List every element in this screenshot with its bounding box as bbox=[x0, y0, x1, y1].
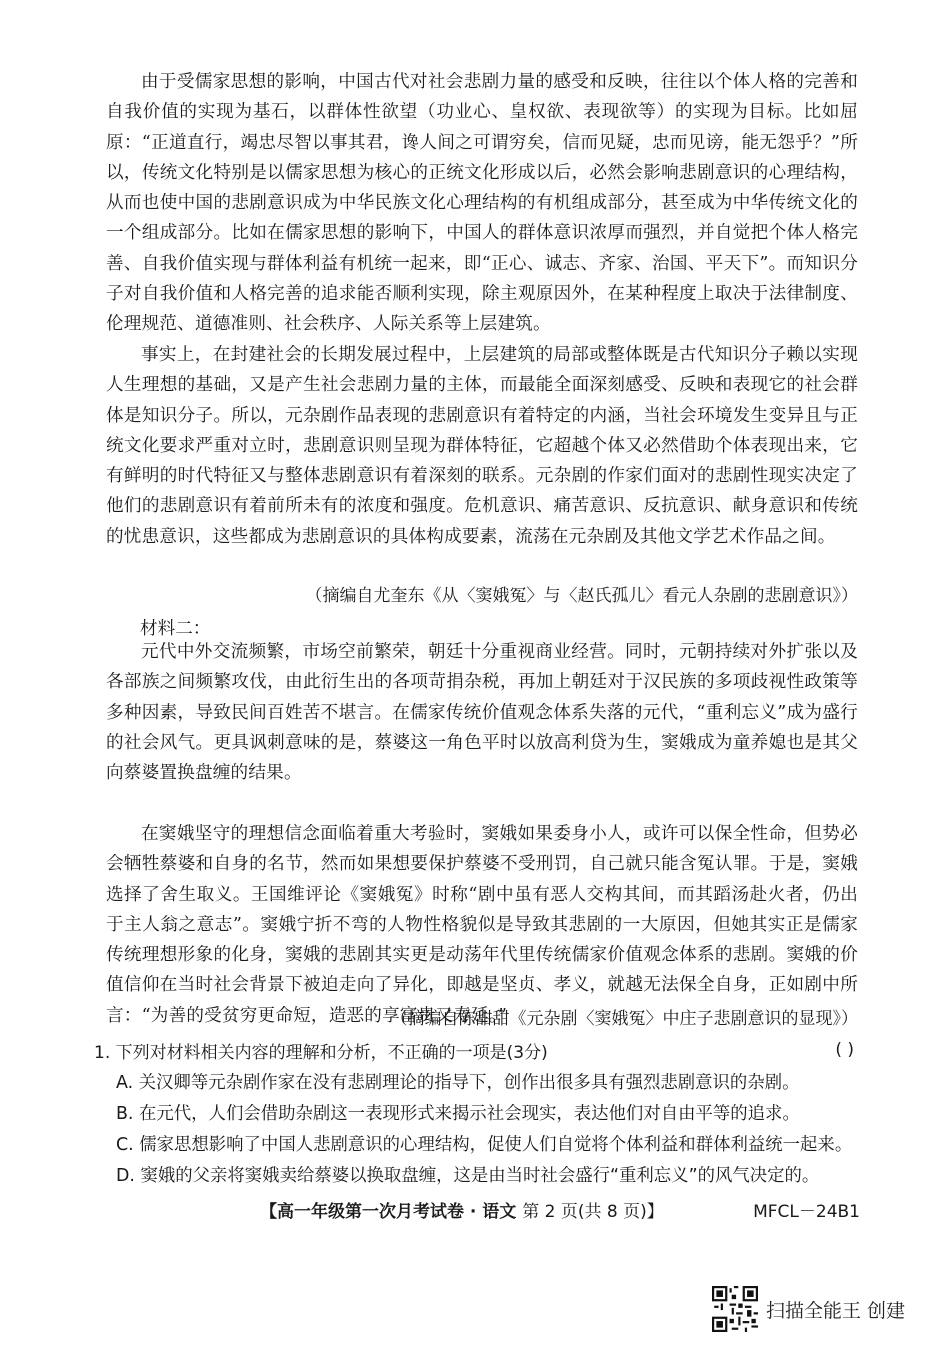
paragraph-1: 由于受儒家思想的影响，中国古代对社会悲剧力量的感受和反映，往往以个体人格的完善和自我价值的实现为基石，以群体性欲望（功业心、皇权欲、表现欲等）的实现为目标。比如屈原：“正道直行，竭忠尽智以事其君，谗人间之可谓穷矣，信而见疑，忠而见谤，能无怨乎？”所以，传统文化特别是以儒家思想为核心的正统文化形成以后，必然会影响悲剧意识的心理结构，从而也使中国的悲剧意识成为中华民族文化心理结构的有机组成部分，甚至成为中华传统文化的一个组成部分。比如在儒家思想的影响下，中国人的群体意识浓厚而强烈，并自觉把个体人格完善、自我价值实现与群体利益有机统一起来，即“正心、诚志、齐家、治国、平天下”。而知识分子对自我价值和人格完善的追求能否顺利实现，除主观原因外，在某种程度上取决于法律制度、伦理规范、道德准则、社会秩序、人际关系等上层建筑。 bbox=[106, 72, 858, 335]
source-citation-1: （摘编自尤奎东《从〈窦娥冤〉与〈赵氏孤儿〉看元人杂剧的悲剧意识》） bbox=[305, 586, 858, 606]
page-footer bbox=[260, 1197, 860, 1222]
answer-blank: ( ) bbox=[835, 1040, 854, 1060]
question-1 bbox=[94, 1035, 860, 1189]
paragraph-2: 事实上，在封建社会的长期发展过程中，上层建筑的局部或整体既是古代知识分子赖以实现人生理想的基础，又是产生社会悲剧力量的主体，而最能全面深刻感受、反映和表现它的社会群体是知识分子。所以，元杂剧作品表现的悲剧意识有着特定的内涵，当社会环境发生变异且与正统文化要求严重对立时，悲剧意识则呈现为群体特征，它超越个体又必然借助个体表现出来，它有鲜明的时代特征又与整体悲剧意识有着深刻的联系。元杂剧的作家们面对的悲剧性现实决定了他们的悲剧意识有着前所未有的浓度和强度。危机意识、痛苦意识、反抗意识、献身意识和传统的忧患意识，这些都成为悲剧意识的具体构成要素，流荡在元杂剧及其他文学艺术作品之间。 bbox=[106, 345, 858, 547]
qr-code-icon bbox=[712, 1286, 758, 1332]
option-b: B. 在元代，人们会借助杂剧这一表现形式来揭示社会现实，表达他们对自由平等的追求。 bbox=[116, 1104, 800, 1124]
footer-page: 第 2 页(共 8 页)】 bbox=[522, 1202, 664, 1222]
material-2-heading: 材料二： bbox=[140, 619, 211, 639]
question-stem-text: 1. 下列对材料相关内容的理解和分析，不正确的一项是(3分) bbox=[94, 1042, 548, 1063]
scanner-watermark bbox=[712, 1286, 905, 1332]
question-stem bbox=[94, 1035, 860, 1065]
paragraph-3: 元代中外交流频繁，市场空前繁荣，朝廷十分重视商业经营。同时，元朝持续对外扩张以及各部族之间频繁攻伐，由此衍生出的各项苛捐杂税，再加上朝廷对于汉民族的多项歧视性政策等多种因素，导致民间百姓苦不堪言。在儒家传统价值观念体系失落的元代，“重利忘义”成为盛行的社会风气。更具讽刺意味的是，蔡婆这一角色平时以放高利贷为生，窦娥成为童养媳也是其父向蔡婆置换盘缠的结果。 bbox=[106, 642, 858, 784]
paragraph-4: 在窦娥坚守的理想信念面临着重大考验时，窦娥如果委身小人，或许可以保全性命，但势必会牺牲蔡婆和自身的名节，然而如果想要保护蔡婆不受刑罚，自己就只能含冤认罪。于是，窦娥选择了舍生取义。王国维评论《窦娥冤》时称“剧中虽有恶人交构其间，而其蹈汤赴火者，仍出于主人翁之意志”。窦娥宁折不弯的人物性格貌似是导致其悲剧的一大原因，但她其实正是儒家传统理想形象的化身，窦娥的悲剧其实更是动荡年代里传统儒家价值观念体系的悲剧。窦娥的价值信仰在当时社会背景下被迫走向了异化，即越是坚贞、孝义，就越无法保全自身，正如剧中所言：“为善的受贫穷更命短，造恶的享富贵又寿延。” bbox=[106, 824, 858, 1026]
footer-title bbox=[260, 1197, 664, 1222]
option-d: D. 窦娥的父亲将窦娥卖给蔡婆以换取盘缠，这是由当时社会盛行“重利忘义”的风气决定的。 bbox=[116, 1166, 820, 1186]
footer-exam-title: 【高一年级第一次月考试卷 · 语文 bbox=[260, 1202, 517, 1222]
option-c: C. 儒家思想影响了中国人悲剧意识的心理结构，促使人们自觉将个体利益和群体利益统一起来。 bbox=[116, 1135, 853, 1155]
watermark-text: 扫描全能王 创建 bbox=[766, 1299, 906, 1322]
source-citation-2: （摘编自陈甜甜《元杂剧〈窦娥冤〉中庄子悲剧意识的显现》） bbox=[390, 1009, 858, 1029]
option-a: A. 关汉卿等元杂剧作家在没有悲剧理论的指导下，创作出很多具有强烈悲剧意识的杂剧。 bbox=[116, 1073, 800, 1093]
footer-code: MFCL－24B1 bbox=[753, 1202, 860, 1222]
